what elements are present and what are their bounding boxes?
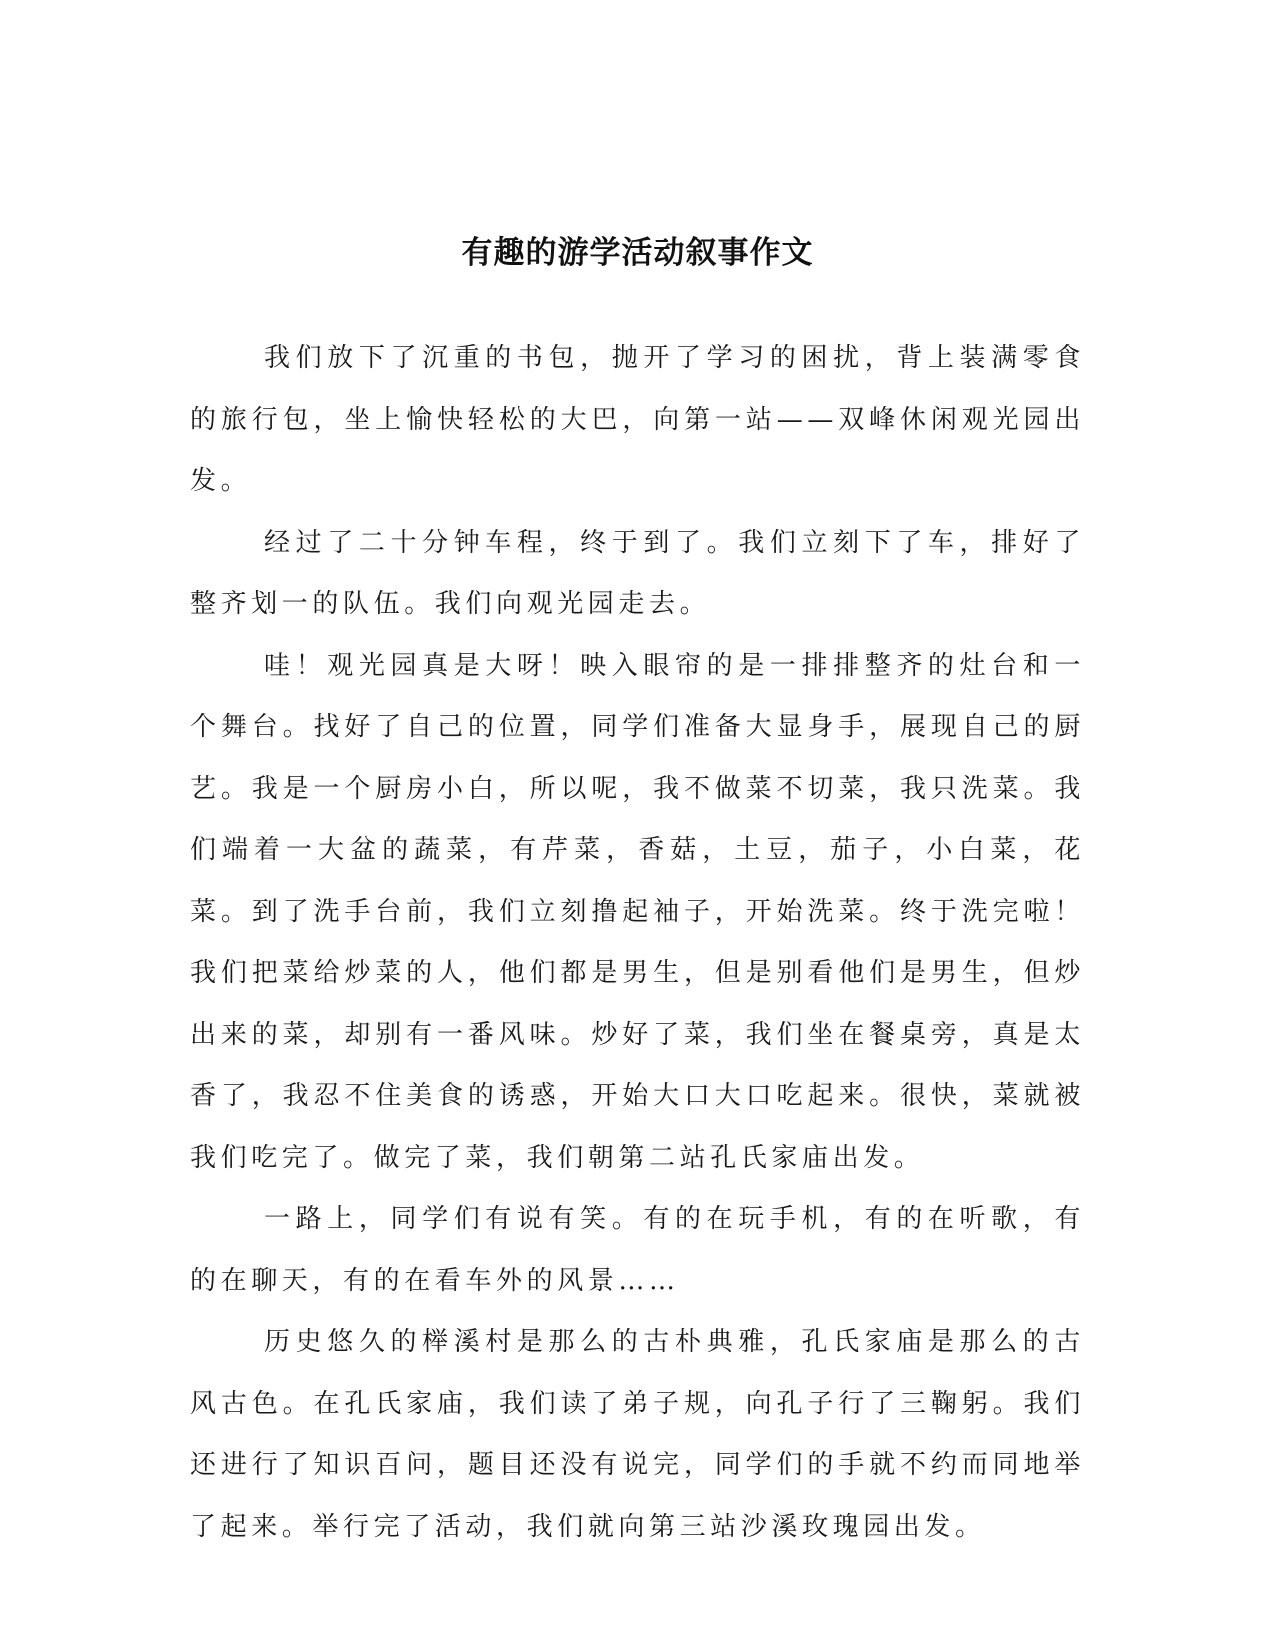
paragraph: 历史悠久的榉溪村是那么的古朴典雅，孔氏家庙是那么的古风古色。在孔氏家庙，我们读了弟子规，向孔子行了三鞠躬。我们还进行了知识百问，题目还没有说完，同学们的手就不约而同地举了起来。举行完了活动，我们就向第三站沙溪玫瑰园出发。: [190, 1327, 1085, 1542]
essay-body: [190, 328, 1085, 1558]
paragraph: 我们放下了沉重的书包，抛开了学习的困扰，背上装满零食的旅行包，坐上愉快轻松的大巴，向第一站——双峰休闲观光园出发。: [190, 343, 1085, 496]
paragraph: 经过了二十分钟车程，终于到了。我们立刻下了车，排好了整齐划一的队伍。我们向观光园走去。: [190, 527, 1085, 619]
paragraph: 一路上，同学们有说有笑。有的在玩手机，有的在听歌，有的在聊天，有的在看车外的风景……: [190, 1204, 1085, 1296]
paragraph: 哇！观光园真是大呀！映入眼帘的是一排排整齐的灶台和一个舞台。找好了自己的位置，同学们准备大显身手，展现自己的厨艺。我是一个厨房小白，所以呢，我不做菜不切菜，我只洗菜。我们端着一大盆的蔬菜，有芹菜，香菇，土豆，茄子，小白菜，花菜。到了洗手台前，我们立刻撸起袖子，开始洗菜。终于洗完啦！我们把菜给炒菜的人，他们都是男生，但是别看他们是男生，但炒出来的菜，却别有一番风味。炒好了菜，我们坐在餐桌旁，真是太香了，我忍不住美食的诱惑，开始大口大口吃起来。很快，菜就被我们吃完了。做完了菜，我们朝第二站孔氏家庙出发。: [190, 650, 1085, 1173]
page-title: 有趣的游学活动叙事作文: [461, 234, 814, 271]
